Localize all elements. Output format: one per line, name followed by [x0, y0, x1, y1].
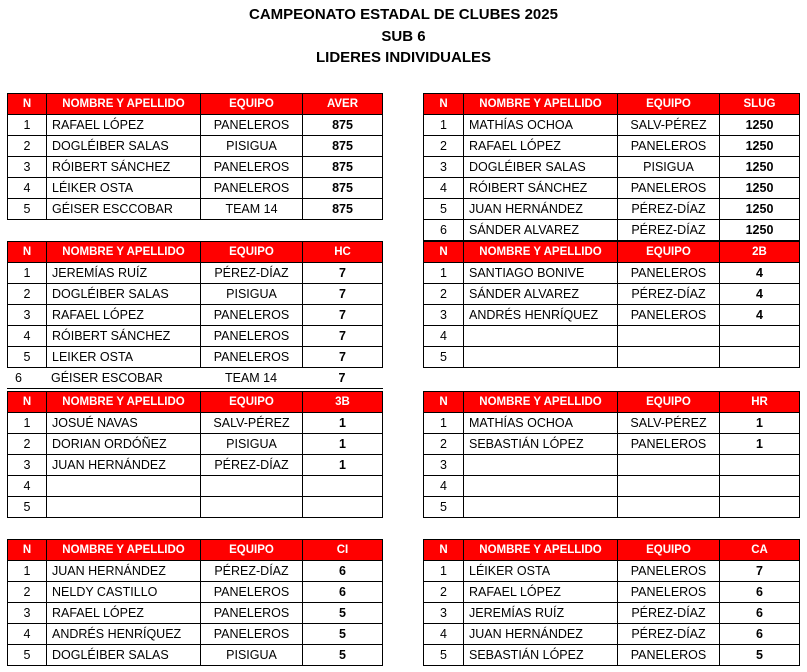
cell-player-name: RÓIBERT SÁNCHEZ	[47, 157, 201, 178]
cell-team	[618, 455, 720, 476]
cell-player-name: RAFAEL LÓPEZ	[464, 582, 618, 603]
cell-rank: 3	[424, 455, 464, 476]
col-header-team: EQUIPO	[618, 94, 720, 115]
cell-stat-value: 7	[720, 561, 800, 582]
cell-stat-value: 7	[303, 347, 383, 368]
table-hc	[7, 241, 383, 368]
cell-player-name	[464, 455, 618, 476]
hc-extra-bottom-rule	[7, 388, 383, 389]
table-row	[424, 455, 800, 476]
cell-rank: 2	[424, 284, 464, 305]
cell-player-name	[464, 326, 618, 347]
cell-player-name: DOGLÉIBER SALAS	[47, 136, 201, 157]
table-row	[424, 157, 800, 178]
table-header-row	[8, 94, 383, 115]
cell-rank: 3	[424, 603, 464, 624]
cell-stat-value: 1	[303, 455, 383, 476]
cell-rank: 4	[424, 476, 464, 497]
cell-player-name: JOSUÉ NAVAS	[47, 413, 201, 434]
cell-rank: 5	[8, 347, 47, 368]
col-header-stat: SLUG	[720, 94, 800, 115]
cell-player-name: RAFAEL LÓPEZ	[464, 136, 618, 157]
col-header-n: N	[8, 242, 47, 263]
cell-player-name: LEIKER OSTA	[47, 347, 201, 368]
cell-stat-value: 4	[720, 305, 800, 326]
table-row	[424, 220, 800, 241]
cell-team: PANELEROS	[201, 305, 303, 326]
table-row	[424, 347, 800, 368]
cell-team: PANELEROS	[201, 624, 303, 645]
table-triples	[7, 391, 383, 518]
col-header-team: EQUIPO	[201, 392, 303, 413]
cell-rank: 3	[424, 157, 464, 178]
table-row	[8, 136, 383, 157]
cell-stat-value: 5	[303, 645, 383, 666]
cell-rank: 2	[424, 136, 464, 157]
cell-team	[618, 347, 720, 368]
table-row	[8, 455, 383, 476]
col-header-team: EQUIPO	[618, 540, 720, 561]
table-row	[8, 199, 383, 220]
cell-player-name: LÉIKER OSTA	[464, 561, 618, 582]
hc-extra-row	[7, 368, 383, 389]
table-row	[8, 497, 383, 518]
table-row	[424, 476, 800, 497]
cell-team	[618, 326, 720, 347]
page-subtitle: LIDERES INDIVIDUALES	[315, 49, 492, 66]
cell-stat-value: 6	[720, 582, 800, 603]
table-header-row	[8, 392, 383, 413]
cell-stat-value	[720, 476, 800, 497]
cell-team: PÉREZ-DÍAZ	[618, 284, 720, 305]
cell-stat-value: 1	[720, 413, 800, 434]
table-row	[424, 645, 800, 666]
cell-rank: 1	[424, 263, 464, 284]
cell-rank: 5	[424, 645, 464, 666]
cell-player-name: SEBASTIÁN LÓPEZ	[464, 434, 618, 455]
cell-player-name: JEREMÍAS RUÍZ	[47, 263, 201, 284]
table-row	[8, 326, 383, 347]
col-header-name: NOMBRE Y APELLIDO	[47, 94, 201, 115]
table-doubles	[423, 241, 800, 368]
cell-stat-value: 7	[303, 326, 383, 347]
col-header-name: NOMBRE Y APELLIDO	[464, 392, 618, 413]
cell-rank: 2	[424, 582, 464, 603]
cell-rank: 5	[8, 645, 47, 666]
col-header-n: N	[424, 540, 464, 561]
cell-stat-value: 5	[720, 645, 800, 666]
cell-player-name: NELDY CASTILLO	[47, 582, 201, 603]
cell-team: PANELEROS	[618, 582, 720, 603]
cell-team: PANELEROS	[201, 115, 303, 136]
col-header-n: N	[8, 94, 47, 115]
page-category: SUB 6	[381, 27, 426, 45]
col-header-n: N	[424, 242, 464, 263]
table-row	[8, 476, 383, 497]
table-row	[8, 347, 383, 368]
table-row	[424, 434, 800, 455]
col-header-name: NOMBRE Y APELLIDO	[47, 540, 201, 561]
cell-stat-value: 4	[720, 263, 800, 284]
cell-player-name: DOGLÉIBER SALAS	[464, 157, 618, 178]
cell-team: SALV-PÉREZ	[618, 115, 720, 136]
cell-team	[618, 497, 720, 518]
cell-stat-value: 4	[720, 284, 800, 305]
cell-team: PANELEROS	[618, 434, 720, 455]
cell-stat-value: 875	[303, 199, 383, 220]
cell-player-name: LÉIKER OSTA	[47, 178, 201, 199]
cell-team: PANELEROS	[618, 561, 720, 582]
col-header-n: N	[8, 392, 47, 413]
cell-team: PANELEROS	[201, 347, 303, 368]
table-header-row	[424, 242, 800, 263]
cell-stat-value: 875	[303, 157, 383, 178]
cell-stat-value	[720, 497, 800, 518]
cell-team: PANELEROS	[618, 136, 720, 157]
cell-rank: 2	[8, 136, 47, 157]
col-header-team: EQUIPO	[201, 540, 303, 561]
cell-stat-value: 1250	[720, 115, 800, 136]
cell-player-name: MATHÍAS OCHOA	[464, 413, 618, 434]
table-hr	[423, 391, 800, 518]
cell-stat-value	[720, 455, 800, 476]
cell-player-name: JUAN HERNÁNDEZ	[47, 561, 201, 582]
table-row	[424, 115, 800, 136]
cell-player-name: SÁNDER ALVAREZ	[464, 284, 618, 305]
hc-extra-n: 6	[15, 371, 22, 385]
cell-stat-value: 7	[303, 263, 383, 284]
cell-player-name: JEREMÍAS RUÍZ	[464, 603, 618, 624]
cell-player-name: RÓIBERT SÁNCHEZ	[47, 326, 201, 347]
cell-team	[201, 497, 303, 518]
col-header-team: EQUIPO	[618, 392, 720, 413]
cell-rank: 4	[8, 326, 47, 347]
cell-player-name	[464, 476, 618, 497]
cell-rank: 3	[8, 157, 47, 178]
cell-player-name: ANDRÉS HENRÍQUEZ	[47, 624, 201, 645]
table-row	[8, 284, 383, 305]
cell-stat-value: 1250	[720, 136, 800, 157]
cell-rank: 1	[8, 413, 47, 434]
cell-player-name: DOGLÉIBER SALAS	[47, 645, 201, 666]
cell-rank: 1	[8, 561, 47, 582]
cell-rank: 2	[8, 434, 47, 455]
cell-rank: 4	[424, 624, 464, 645]
cell-rank: 2	[8, 284, 47, 305]
cell-stat-value: 1	[720, 434, 800, 455]
cell-rank: 1	[424, 561, 464, 582]
col-header-team: EQUIPO	[201, 94, 303, 115]
table-header-row	[8, 242, 383, 263]
cell-team: PANELEROS	[201, 582, 303, 603]
table-row	[424, 497, 800, 518]
cell-rank: 5	[8, 497, 47, 518]
col-header-team: EQUIPO	[201, 242, 303, 263]
cell-rank: 2	[8, 582, 47, 603]
cell-stat-value	[303, 497, 383, 518]
cell-stat-value	[720, 347, 800, 368]
cell-stat-value: 7	[303, 284, 383, 305]
table-row	[424, 624, 800, 645]
page-header	[0, 0, 807, 69]
cell-rank: 4	[424, 326, 464, 347]
table-row	[8, 115, 383, 136]
cell-team: PISIGUA	[201, 136, 303, 157]
cell-player-name: JUAN HERNÁNDEZ	[47, 455, 201, 476]
cell-player-name: DOGLÉIBER SALAS	[47, 284, 201, 305]
cell-player-name: RAFAEL LÓPEZ	[47, 115, 201, 136]
cell-team: PANELEROS	[201, 326, 303, 347]
table-header-row	[424, 94, 800, 115]
col-header-team: EQUIPO	[618, 242, 720, 263]
cell-rank: 3	[424, 305, 464, 326]
cell-player-name: GÉISER ESCCOBAR	[47, 199, 201, 220]
table-row	[8, 178, 383, 199]
col-header-stat: AVER	[303, 94, 383, 115]
table-row	[8, 624, 383, 645]
cell-rank: 4	[424, 178, 464, 199]
cell-player-name	[464, 347, 618, 368]
cell-rank: 6	[424, 220, 464, 241]
cell-player-name: DORIAN ORDÓÑEZ	[47, 434, 201, 455]
cell-stat-value: 6	[720, 603, 800, 624]
table-ci	[7, 539, 383, 666]
cell-player-name: JUAN HERNÁNDEZ	[464, 624, 618, 645]
col-header-name: NOMBRE Y APELLIDO	[47, 242, 201, 263]
hc-extra-name: GÉISER ESCOBAR	[51, 371, 163, 385]
cell-rank: 1	[8, 115, 47, 136]
table-row	[424, 136, 800, 157]
cell-team	[618, 476, 720, 497]
cell-rank: 4	[8, 476, 47, 497]
table-row	[424, 561, 800, 582]
page-title: CAMPEONATO ESTADAL DE CLUBES 2025	[249, 6, 558, 23]
cell-player-name: SEBASTIÁN LÓPEZ	[464, 645, 618, 666]
cell-team: SALV-PÉREZ	[201, 413, 303, 434]
cell-player-name: SÁNDER ALVAREZ	[464, 220, 618, 241]
cell-team: PÉREZ-DÍAZ	[618, 220, 720, 241]
table-row	[8, 157, 383, 178]
cell-rank: 2	[424, 434, 464, 455]
cell-team: PANELEROS	[618, 645, 720, 666]
cell-stat-value: 6	[303, 561, 383, 582]
cell-rank: 1	[424, 115, 464, 136]
cell-team: PANELEROS	[618, 305, 720, 326]
table-row	[8, 434, 383, 455]
cell-rank: 5	[424, 199, 464, 220]
cell-team: SALV-PÉREZ	[618, 413, 720, 434]
cell-player-name: JUAN HERNÁNDEZ	[464, 199, 618, 220]
cell-player-name: ANDRÉS HENRÍQUEZ	[464, 305, 618, 326]
table-row	[8, 561, 383, 582]
table-row	[424, 263, 800, 284]
cell-rank: 4	[8, 178, 47, 199]
cell-rank: 5	[424, 497, 464, 518]
cell-stat-value: 875	[303, 178, 383, 199]
cell-rank: 1	[424, 413, 464, 434]
cell-stat-value: 1250	[720, 157, 800, 178]
hc-extra-val: 7	[338, 371, 346, 385]
table-row	[424, 284, 800, 305]
table-slug	[423, 93, 800, 241]
cell-team: PÉREZ-DÍAZ	[201, 455, 303, 476]
table-row	[8, 263, 383, 284]
cell-team: PISIGUA	[201, 284, 303, 305]
table-row	[8, 603, 383, 624]
cell-stat-value: 7	[303, 305, 383, 326]
col-header-name: NOMBRE Y APELLIDO	[47, 392, 201, 413]
cell-team: PÉREZ-DÍAZ	[618, 603, 720, 624]
cell-team: PISIGUA	[618, 157, 720, 178]
cell-team: PANELEROS	[618, 178, 720, 199]
cell-team: PISIGUA	[201, 645, 303, 666]
cell-rank: 3	[8, 603, 47, 624]
cell-rank: 5	[8, 199, 47, 220]
cell-player-name	[464, 497, 618, 518]
cell-stat-value: 1250	[720, 220, 800, 241]
col-header-n: N	[8, 540, 47, 561]
cell-stat-value: 1250	[720, 199, 800, 220]
cell-rank: 5	[424, 347, 464, 368]
cell-player-name: MATHÍAS OCHOA	[464, 115, 618, 136]
table-row	[424, 582, 800, 603]
cell-player-name	[47, 476, 201, 497]
cell-team: PÉREZ-DÍAZ	[201, 263, 303, 284]
col-header-name: NOMBRE Y APELLIDO	[464, 94, 618, 115]
col-header-stat: HC	[303, 242, 383, 263]
cell-rank: 4	[8, 624, 47, 645]
col-header-stat: CA	[720, 540, 800, 561]
col-header-n: N	[424, 392, 464, 413]
table-row	[8, 645, 383, 666]
table-row	[424, 326, 800, 347]
col-header-stat: HR	[720, 392, 800, 413]
cell-player-name: RAFAEL LÓPEZ	[47, 305, 201, 326]
table-row	[424, 178, 800, 199]
col-header-stat: 2B	[720, 242, 800, 263]
cell-team: PANELEROS	[201, 178, 303, 199]
cell-team: TEAM 14	[201, 199, 303, 220]
table-row	[8, 582, 383, 603]
cell-team: PÉREZ-DÍAZ	[618, 624, 720, 645]
cell-stat-value: 5	[303, 624, 383, 645]
cell-team: PISIGUA	[201, 434, 303, 455]
cell-player-name	[47, 497, 201, 518]
cell-stat-value: 875	[303, 115, 383, 136]
cell-stat-value	[303, 476, 383, 497]
table-row	[8, 305, 383, 326]
cell-team: PÉREZ-DÍAZ	[618, 199, 720, 220]
table-row	[424, 413, 800, 434]
col-header-n: N	[424, 94, 464, 115]
cell-stat-value: 6	[303, 582, 383, 603]
cell-rank: 1	[8, 263, 47, 284]
cell-team: PANELEROS	[201, 157, 303, 178]
cell-player-name: RAFAEL LÓPEZ	[47, 603, 201, 624]
cell-player-name: RÓIBERT SÁNCHEZ	[464, 178, 618, 199]
table-row	[8, 413, 383, 434]
cell-stat-value: 5	[303, 603, 383, 624]
table-aver	[7, 93, 383, 220]
cell-stat-value: 1	[303, 413, 383, 434]
cell-player-name: SANTIAGO BONIVE	[464, 263, 618, 284]
col-header-stat: CI	[303, 540, 383, 561]
cell-rank: 3	[8, 305, 47, 326]
table-row	[424, 305, 800, 326]
cell-team: PANELEROS	[201, 603, 303, 624]
cell-rank: 3	[8, 455, 47, 476]
table-ca	[423, 539, 800, 666]
cell-stat-value	[720, 326, 800, 347]
cell-stat-value: 6	[720, 624, 800, 645]
cell-stat-value: 1	[303, 434, 383, 455]
col-header-name: NOMBRE Y APELLIDO	[464, 540, 618, 561]
hc-extra-team: TEAM 14	[224, 371, 278, 385]
table-header-row	[424, 392, 800, 413]
table-header-row	[8, 540, 383, 561]
cell-team: PANELEROS	[618, 263, 720, 284]
cell-stat-value: 875	[303, 136, 383, 157]
cell-team: PÉREZ-DÍAZ	[201, 561, 303, 582]
col-header-name: NOMBRE Y APELLIDO	[464, 242, 618, 263]
table-row	[424, 199, 800, 220]
col-header-stat: 3B	[303, 392, 383, 413]
table-header-row	[424, 540, 800, 561]
cell-stat-value: 1250	[720, 178, 800, 199]
table-row	[424, 603, 800, 624]
cell-team	[201, 476, 303, 497]
